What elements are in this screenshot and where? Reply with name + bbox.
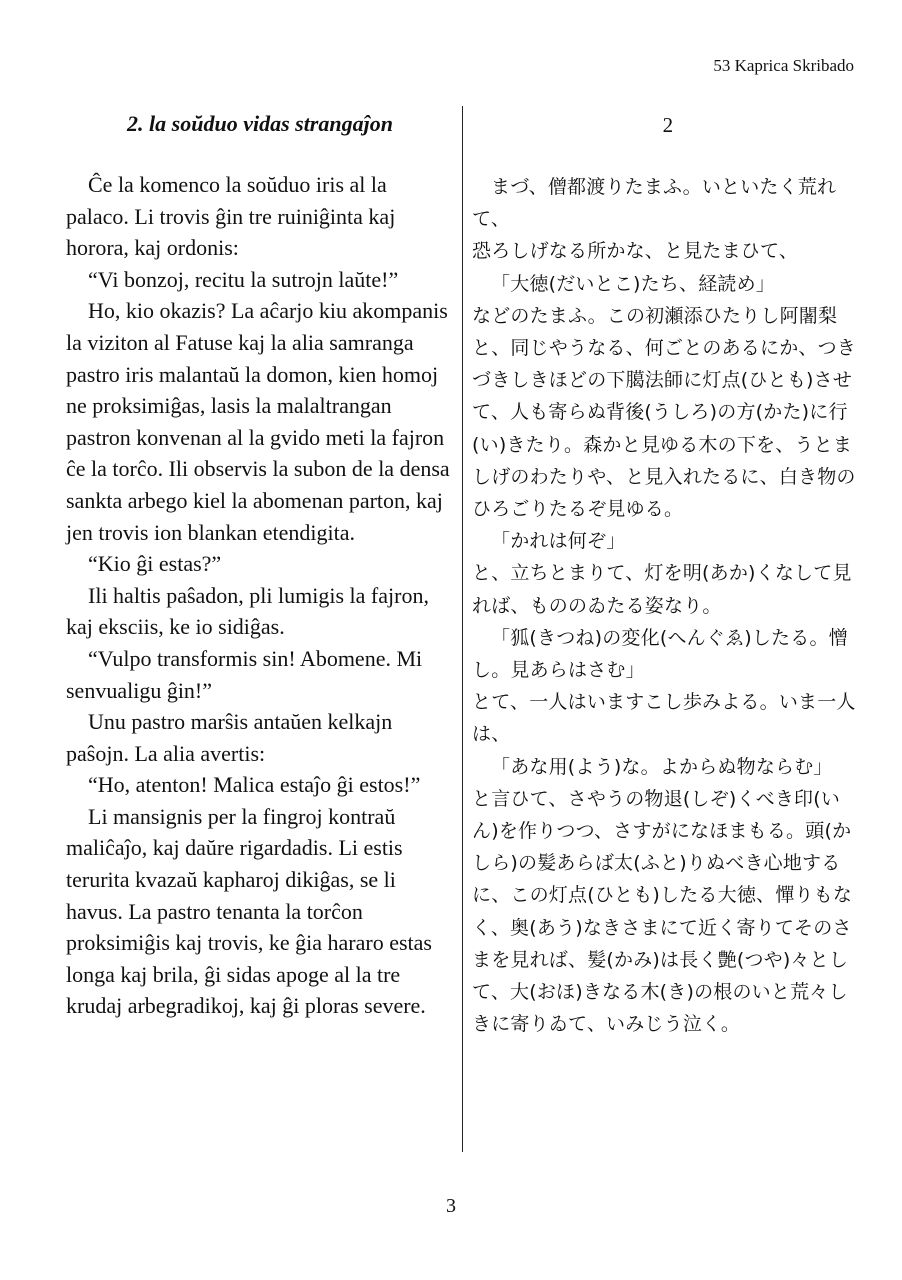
esperanto-title: 2. la soŭduo vidas strangaĵon	[127, 111, 393, 136]
paragraph: “Vulpo transformis sin! Abomene. Mi senvualigu ĝin!”	[66, 645, 423, 703]
paragraph: と、立ちとまりて、灯を明(あか)くなして見れば、もののゐたる姿なり。	[472, 562, 852, 617]
paragraph: Ĉe la komenco la soŭduo iris al la palaco. Li trovis ĝin tre ruiniĝinta kaj horora, kaj ordonis:	[66, 172, 396, 261]
paragraph: “Ho, atenton! Malica estaĵo ĝi estos!”	[88, 772, 421, 798]
paragraph: “Kio ĝi estas?”	[88, 551, 222, 577]
esperanto-column	[66, 108, 454, 1022]
paragraph: と言ひて、さやうの物退(しぞ)くべき印(いん)を作りつつ、さすがになほまもる。頭(かしら)の髪あらば太(ふと)りぬべき心地するに、この灯点(ひとも)したる大徳、憚りもなく、奥(あう)なきさまにて近く寄りてそのさまを見れば、髪(かみ)は長く艶(つや)々として、大(おほ)きなる木(き)の根のいと荒々しきに寄りゐて、いみじう泣く。	[472, 787, 853, 1036]
paragraph: Ho, kio okazis? La aĉarjo kiu akompanis la viziton al Fatuse kaj la alia samranga pastro iris malantaŭ la domon, kien homoj ne proksimiĝas, lasis la malaltrangan pastron konvenan al la gvido meti la fajron ĉe la torĉo. Ili observis la subon de la densa sankta arbego kiel la abomenan parton, kaj jen trovis ion blankan etendigita.	[66, 298, 450, 545]
paragraph: まづ、僧都渡りたまふ。いといたく荒れて、	[472, 176, 837, 231]
paragraph: とて、一人はいますこし歩みよる。いま一人は、	[472, 691, 856, 746]
paragraph: Li mansignis per la fingroj kontraŭ maliĉaĵo, kaj daŭre rigardadis. Li estis terurita kvazaŭ kapharoj dikiĝas, se li havus. La pastro tenanta la torĉon proksimiĝis kaj trovis, ke ĝia hararo estas longa kaj brila, ĝi sidas apoge al la tre krudaj arbegradikoj, kaj ĝi ploras severe.	[66, 803, 432, 1019]
paragraph: 「大徳(だいとこ)たち、経読め」	[491, 272, 776, 295]
column-divider	[462, 106, 463, 1152]
paragraph: Unu pastro marŝis antaŭen kelkajn paŝojn. La alia avertis:	[66, 709, 393, 766]
paragraph: “Vi bonzoj, recitu la sutrojn laŭte!”	[88, 266, 399, 292]
paragraph: 「あな用(よう)な。よからぬ物ならむ」	[491, 755, 833, 778]
page-number: 3	[446, 1195, 456, 1217]
paragraph: 「かれは何ぞ」	[491, 530, 626, 553]
japanese-title: 2	[662, 113, 674, 137]
paragraph: 「狐(きつね)の変化(へんぐゑ)したる。憎し。見あらはさむ」	[472, 626, 848, 682]
paragraph: 恐ろしげなる所かな、と見たまひて、	[472, 240, 799, 263]
japanese-column	[472, 110, 864, 1040]
running-header: 53 Kaprica Skribado	[713, 56, 854, 75]
paragraph: Ili haltis paŝadon, pli lumigis la fajron, kaj eksciis, ke io sidiĝas.	[66, 582, 429, 640]
paragraph: などのたまふ。この初瀬添ひたりし阿闍梨と、同じやうなる、何ごとのあるにか、つきづきしきほどの下臈法師に灯点(ひとも)させて、人も寄らぬ背後(うしろ)の方(かた)に行(い)きたり。森かと見ゆる木の下を、うとましげのわたりや、と見入れたるに、白き物のひろごりたるぞ見ゆる。	[472, 304, 857, 521]
